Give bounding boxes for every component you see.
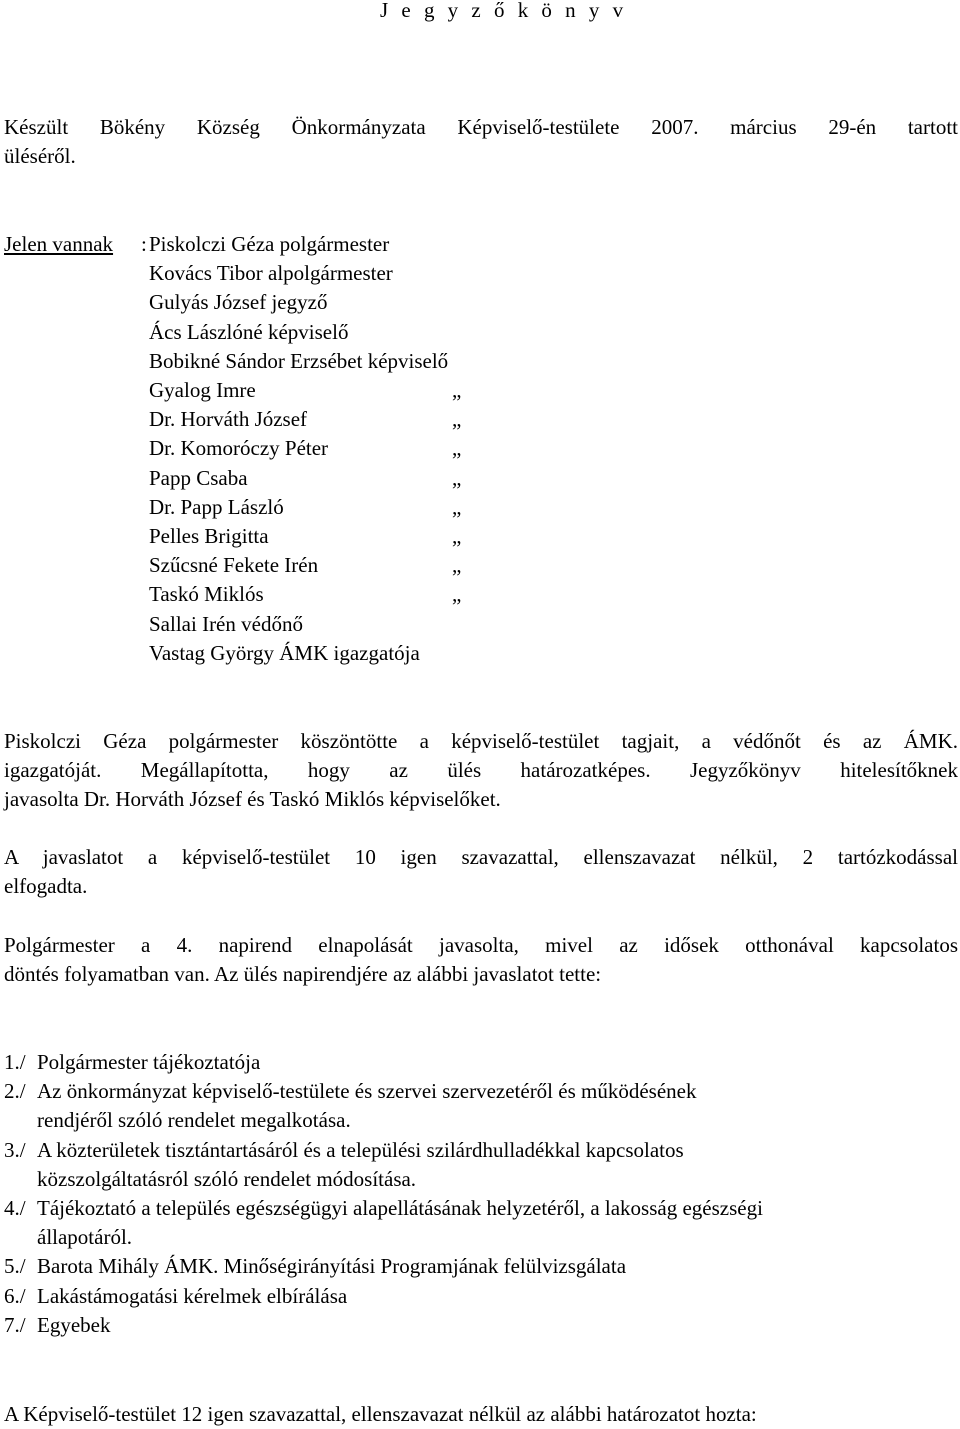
paragraph2-line-2: elfogadta.	[4, 874, 88, 898]
attendee-name: Pelles Brigitta	[149, 524, 269, 548]
attendee-name: Dr. Komoróczy Péter	[149, 436, 329, 460]
agenda-item-text: közszolgáltatásról szóló rendelet módosítása.	[37, 1167, 417, 1191]
agenda-item-text: Polgármester tájékoztatója	[37, 1050, 261, 1074]
agenda-item-text: Barota Mihály ÁMK. Minőségirányítási Programjának felülvizsgálata	[37, 1254, 627, 1278]
agenda-item-number: 7./	[4, 1313, 26, 1337]
attendee-name: Gulyás József jegyző	[149, 290, 328, 314]
ditto-mark: „	[452, 495, 462, 519]
agenda-item-number: 4./	[4, 1196, 26, 1220]
agenda-item-text: A közterületek tisztántartásáról és a települési szilárdhulladékkal kapcsolatos	[37, 1138, 684, 1162]
attendee-name: Taskó Miklós	[149, 582, 264, 606]
paragraph1-line-3: javasolta Dr. Horváth József és Taskó Miklós képviselőket.	[4, 787, 501, 811]
attendee-name: Vastag György ÁMK igazgatója	[149, 641, 420, 665]
attendance-label: Jelen vannak	[4, 232, 114, 256]
ditto-mark: „	[452, 407, 462, 431]
closing-line: A Képviselő-testület 12 igen szavazattal, ellenszavazat nélkül az alábbi határozatot hozta:	[4, 1402, 757, 1426]
attendee-name: Papp Csaba	[149, 466, 248, 490]
attendee-name: Dr. Papp László	[149, 495, 284, 519]
document-title: J e g y z ő k ö n y v	[380, 0, 627, 22]
attendee-name: Dr. Horváth József	[149, 407, 308, 431]
intro-line-1: Készült Bökény Község Önkormányzata Képviselő-testülete 2007. március 29-én tartott	[4, 115, 958, 139]
attendance-colon: :	[141, 232, 147, 256]
ditto-mark: „	[452, 378, 462, 402]
agenda-item-text: Az önkormányzat képviselő-testülete és szervei szervezetéről és működésének	[37, 1079, 697, 1103]
attendee-name: Ács Lászlóné képviselő	[149, 320, 349, 344]
agenda-item-number: 1./	[4, 1050, 26, 1074]
agenda-item-text: Egyebek	[37, 1313, 111, 1337]
attendee-name: Kovács Tibor alpolgármester	[149, 261, 393, 285]
attendee-name: Szűcsné Fekete Irén	[149, 553, 319, 577]
paragraph2-line-1: A javaslatot a képviselő-testület 10 igen szavazattal, ellenszavazat nélkül, 2 tartózkodással	[4, 845, 958, 869]
paragraph1-line-2: igazgatóját. Megállapította, hogy az ülés határozatképes. Jegyzőkönyv hitelesítőknek	[4, 758, 958, 782]
agenda-item-number: 6./	[4, 1284, 26, 1308]
ditto-mark: „	[452, 582, 462, 606]
agenda-item-text: rendjéről szóló rendelet megalkotása.	[37, 1108, 351, 1132]
agenda-item-number: 2./	[4, 1079, 26, 1103]
intro-line-2: üléséről.	[4, 144, 76, 168]
paragraph3-line-1: Polgármester a 4. napirend elnapolását javasolta, mivel az idősek otthonával kapcsolatos	[4, 933, 958, 957]
agenda-item-text: Lakástámogatási kérelmek elbírálása	[37, 1284, 348, 1308]
agenda-item-text: állapotáról.	[37, 1225, 133, 1249]
ditto-mark: „	[452, 553, 462, 577]
ditto-mark: „	[452, 466, 462, 490]
attendee-name: Sallai Irén védőnő	[149, 612, 303, 636]
ditto-mark: „	[452, 524, 462, 548]
ditto-mark: „	[452, 436, 462, 460]
attendee-name: Gyalog Imre	[149, 378, 256, 402]
attendee-name: Piskolczi Géza polgármester	[149, 232, 390, 256]
agenda-item-text: Tájékoztató a település egészségügyi alapellátásának helyzetéről, a lakosság egészségi	[37, 1196, 763, 1220]
agenda-item-number: 3./	[4, 1138, 26, 1162]
agenda-item-number: 5./	[4, 1254, 26, 1278]
attendee-name: Bobikné Sándor Erzsébet képviselő	[149, 349, 449, 373]
paragraph1-line-1: Piskolczi Géza polgármester köszöntötte a képviselő-testület tagjait, a védőnőt és az ÁMK.	[4, 729, 958, 753]
paragraph3-line-2: döntés folyamatban van. Az ülés napirendjére az alábbi javaslatot tette:	[4, 962, 602, 986]
